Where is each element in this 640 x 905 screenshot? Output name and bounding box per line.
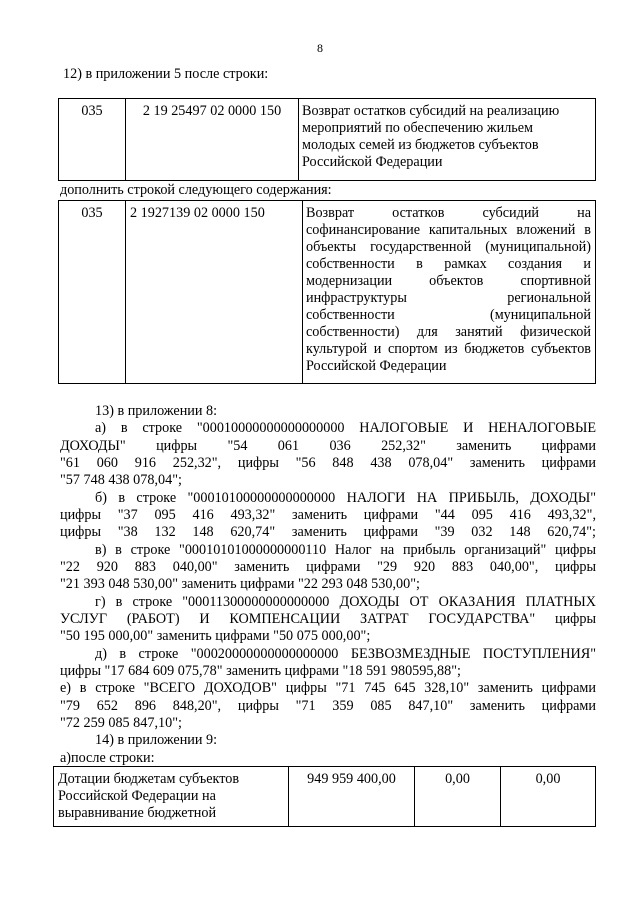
item13-line: ДОХОДЫ" цифры "54 061 036 252,32" заменить цифрами — [60, 438, 596, 454]
item13-line: цифры "37 095 416 493,32" заменить цифрами "44 095 416 493,32", — [60, 507, 596, 523]
name-line: Возврат остатков субсидий на реализацию — [302, 103, 560, 119]
table-original-row — [58, 98, 596, 181]
item14-heading: 14) в приложении 9: — [95, 732, 218, 748]
name-line: инфраструктуры региональной — [306, 290, 591, 306]
code-cell: 035 — [59, 99, 126, 181]
item13-line: б) в строке "00010100000000000000 НАЛОГИ НА ПРИБЫЛЬ, ДОХОДЫ" — [95, 490, 596, 506]
item13-line: УСЛУГ (РАБОТ) И КОМПЕНСАЦИИ ЗАТРАТ ГОСУДАРСТВА" цифры — [60, 611, 596, 627]
item13-line: "22 920 883 040,00" заменить цифрами "29 920 883 040,00", цифры — [60, 559, 596, 575]
item13-line: "61 060 916 252,32", цифры "56 848 438 078,04" заменить цифрами — [60, 455, 596, 471]
table-row — [59, 99, 596, 181]
value-cell: 0,00 — [501, 767, 596, 827]
name-line: Российской Федерации на — [58, 788, 216, 804]
item13-line: д) в строке "00020000000000000000 БЕЗВОЗМЕЗДНЫЕ ПОСТУПЛЕНИЯ" — [95, 646, 596, 662]
name-line: молодых семей из бюджетов субъектов — [302, 137, 539, 153]
item13-line: "79 652 896 848,20", цифры "71 359 085 847,10" заменить цифрами — [60, 698, 596, 714]
name-line: мероприятий по обеспечению жильем — [302, 120, 534, 136]
table-row — [54, 767, 596, 827]
item13-line: е) в строке "ВСЕГО ДОХОДОВ" цифры "71 745 645 328,10" заменить цифрами — [60, 680, 596, 696]
item13-line: цифры "17 684 609 075,78" заменить цифрами "18 591 980595,88"; — [60, 663, 461, 679]
name-line: собственности) для занятий физической — [306, 324, 591, 340]
item13-line: в) в строке "00010101000000000110 Налог на прибыль организаций" цифры — [95, 542, 596, 558]
name-cell — [299, 99, 596, 181]
item13-line: "72 259 085 847,10"; — [60, 715, 182, 731]
name-line: Возврат остатков субсидий на — [306, 205, 591, 221]
add-row-instruction: дополнить строкой следующего содержания: — [60, 182, 332, 198]
item12-heading: 12) в приложении 5 после строки: — [63, 66, 269, 82]
value-cell: 0,00 — [415, 767, 501, 827]
item13-line: "50 195 000,00" заменить цифрами "50 075 000,00"; — [60, 628, 371, 644]
name-line: культурой и спортом из бюджетов субъектов — [306, 341, 591, 357]
item13-line: г) в строке "00011300000000000000 ДОХОДЫ ОТ ОКАЗАНИЯ ПЛАТНЫХ — [95, 594, 596, 610]
name-line: модернизации объектов спортивной — [306, 273, 591, 289]
name-cell — [303, 201, 596, 384]
item13-line: "57 748 438 078,04"; — [60, 472, 182, 488]
name-line: собственности в рамках создания и — [306, 256, 591, 272]
code-cell: 035 — [59, 201, 126, 384]
name-line: Российской Федерации — [302, 154, 443, 170]
name-line: объекты государственной (муниципальной) — [306, 239, 591, 255]
amount-cell: 949 959 400,00 — [289, 767, 415, 827]
item13-line: а) в строке "00010000000000000000 НАЛОГОВЫЕ И НЕНАЛОГОВЫЕ — [95, 420, 596, 436]
table-new-row — [58, 200, 596, 384]
item13-heading: 13) в приложении 8: — [95, 403, 218, 419]
item14-subheading: а)после строки: — [60, 750, 155, 766]
name-line: софинансирование капитальных вложений в — [306, 222, 591, 238]
kbk-cell: 2 1927139 02 0000 150 — [126, 201, 303, 384]
table-row — [59, 201, 596, 384]
name-line: выравнивание бюджетной — [58, 805, 217, 821]
item13-line: "21 393 048 530,00" заменить цифрами "22 293 048 530,00"; — [60, 576, 420, 592]
name-cell — [54, 767, 289, 827]
page-number: 8 — [317, 41, 323, 55]
name-line: Дотации бюджетам субъектов — [58, 771, 240, 787]
name-line: Российской Федерации — [306, 358, 447, 374]
item13-line: цифры "38 132 148 620,74" заменить цифрами "39 032 148 620,74"; — [60, 524, 596, 540]
kbk-cell: 2 19 25497 02 0000 150 — [126, 99, 299, 181]
name-line: собственности (муниципальной — [306, 307, 591, 323]
table-appendix9-row — [53, 766, 596, 827]
